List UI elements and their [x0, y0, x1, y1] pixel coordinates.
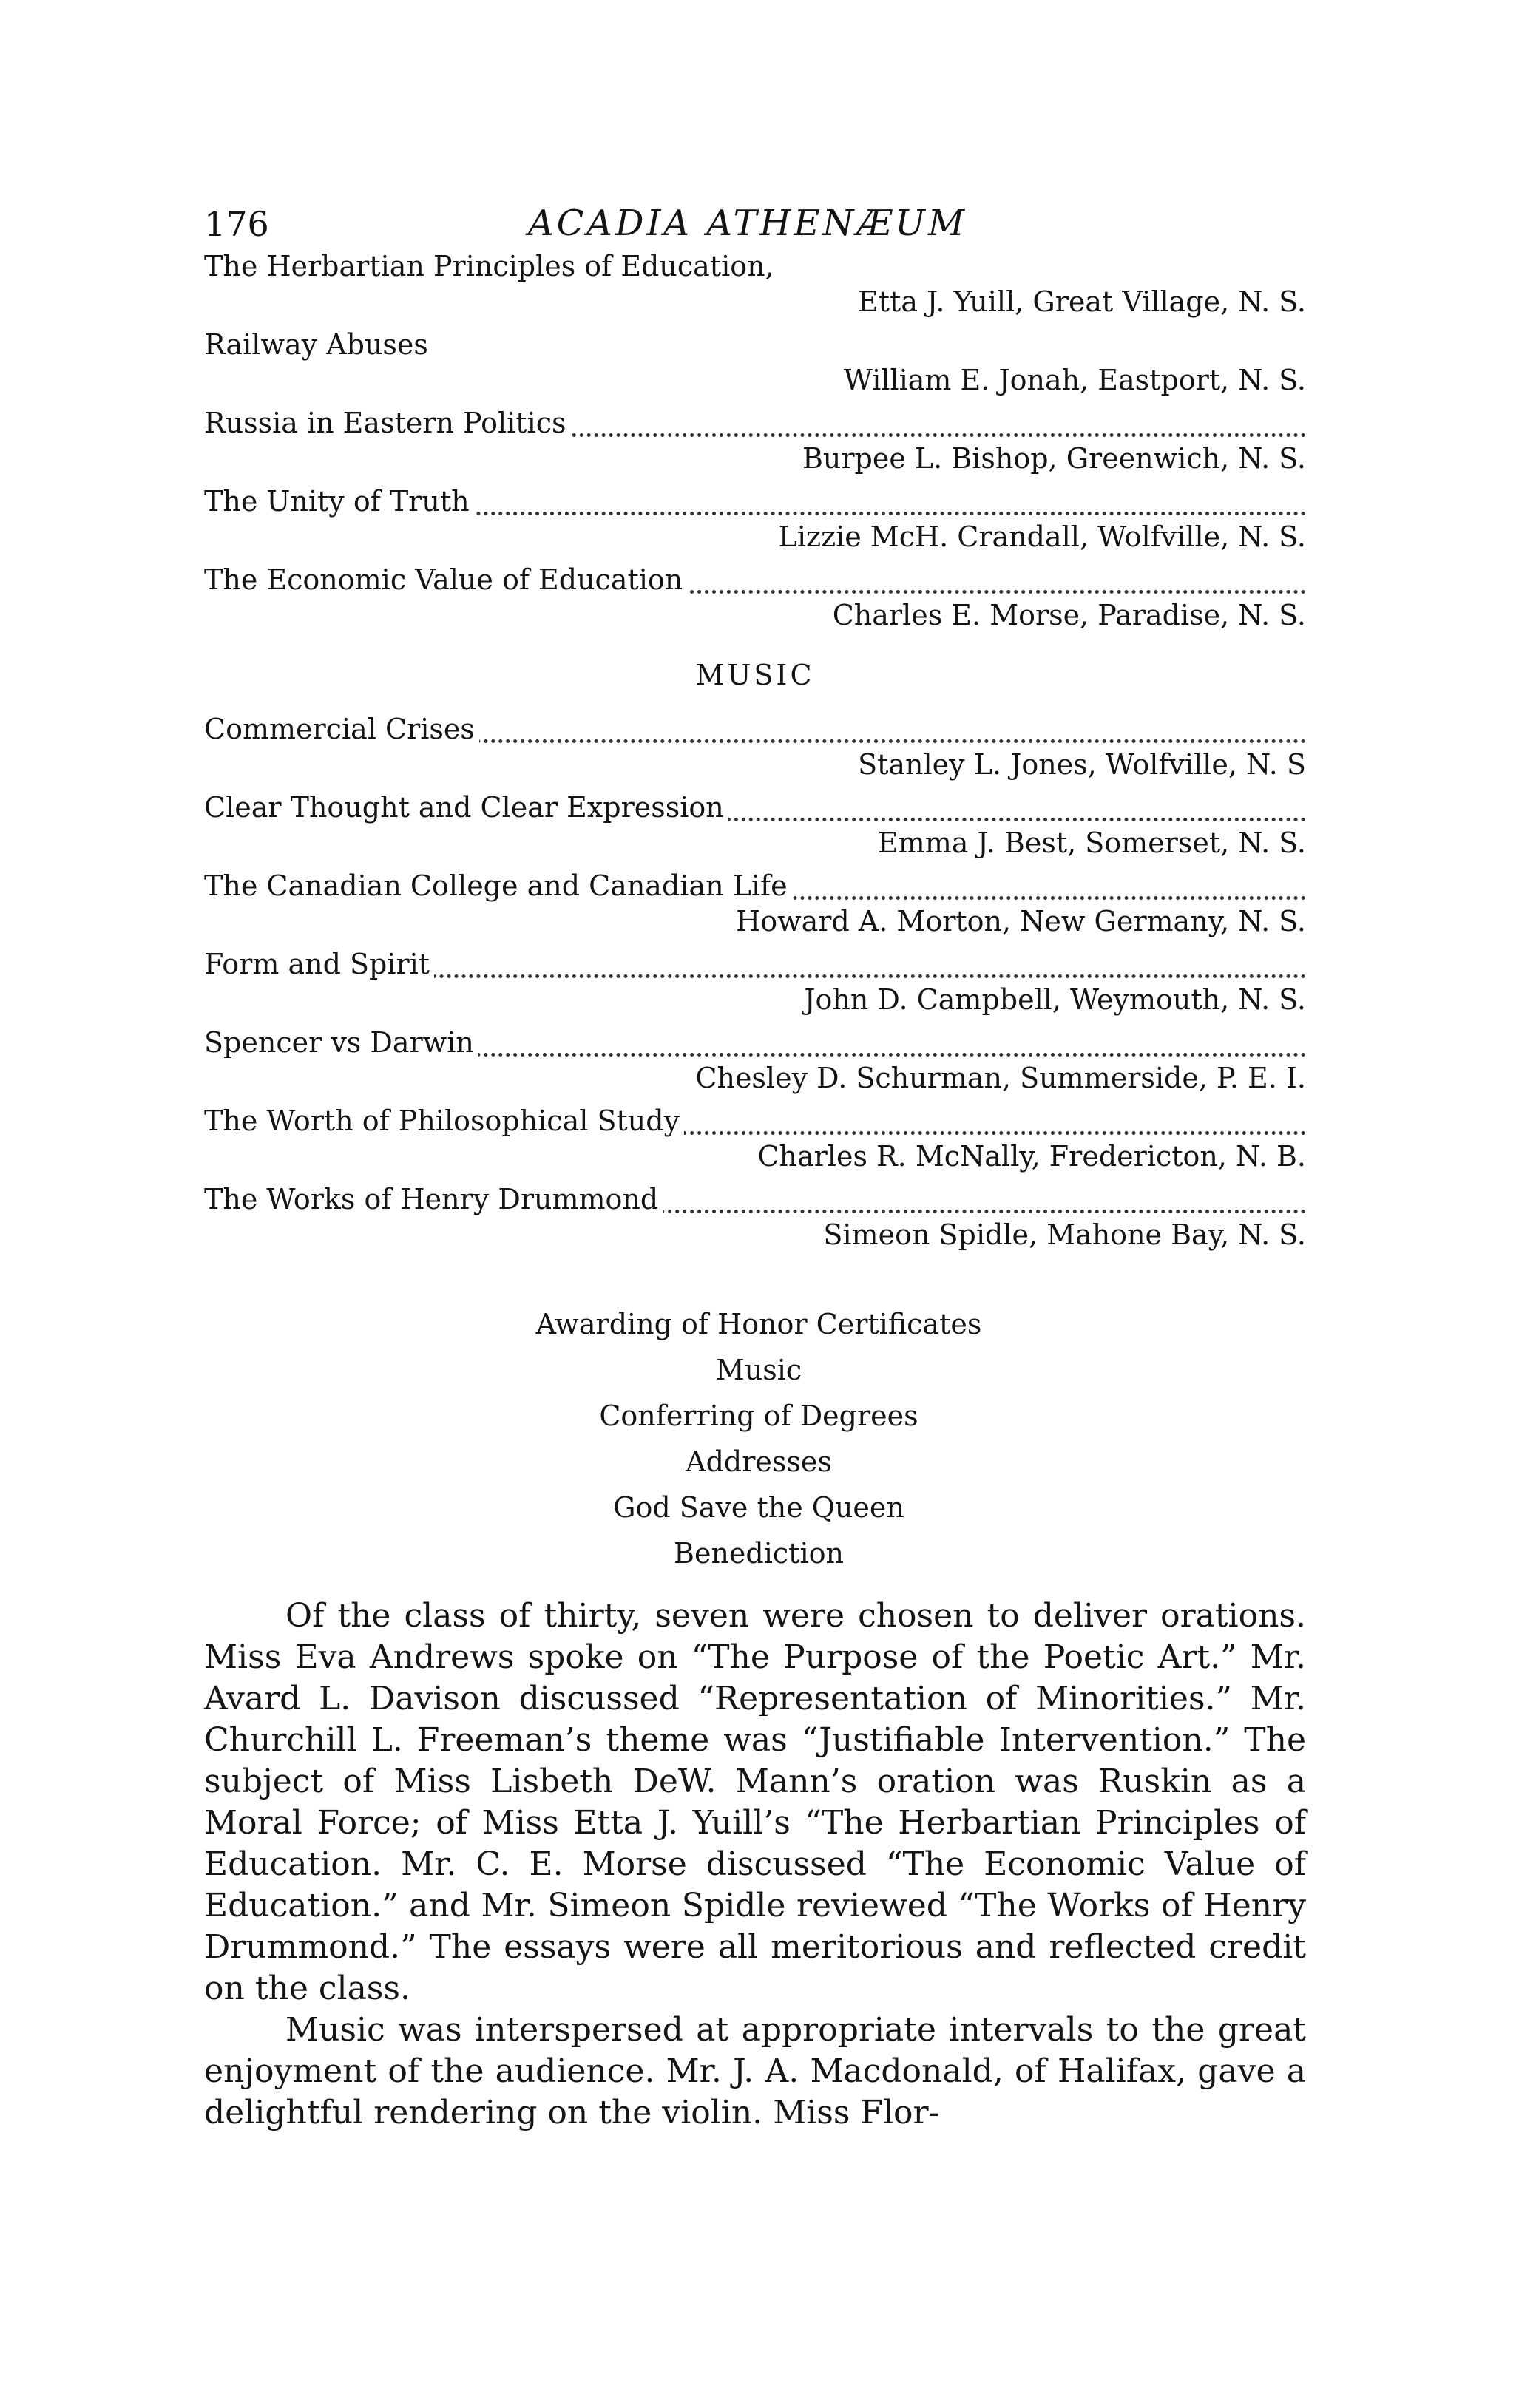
closing-order-of-exercises — [204, 1301, 1313, 1576]
entry-title: Commercial Crises — [204, 713, 479, 745]
closing-item: Conferring of Degrees — [599, 1400, 918, 1432]
program-entry — [204, 407, 1306, 485]
program-entry — [204, 948, 1306, 1026]
entry-title: The Economic Value of Education — [204, 563, 687, 596]
entry-author: Burpee L. Bishop, Greenwich, N. S. — [802, 442, 1306, 475]
entry-title: The Works of Henry Drummond — [204, 1183, 663, 1215]
program-list — [204, 250, 1306, 1261]
closing-item: Music — [715, 1354, 802, 1386]
entry-title: Russia in Eastern Politics — [204, 407, 570, 439]
entry-author: William E. Jonah, Eastport, N. S. — [843, 364, 1306, 396]
entry-author: Stanley L. Jones, Wolfville, N. S — [858, 748, 1306, 781]
entry-title: The Herbartian Principles of Education, — [204, 250, 779, 282]
entry-title: Clear Thought and Clear Expression — [204, 791, 728, 824]
entry-title: Railway Abuses — [204, 328, 433, 361]
page-number: 176 — [204, 204, 269, 244]
closing-item: Addresses — [686, 1445, 832, 1478]
closing-item: Awarding of Honor Certificates — [535, 1308, 982, 1340]
music-interlude-heading: MUSIC — [695, 659, 815, 691]
program-entry — [204, 563, 1306, 642]
program-entry — [204, 250, 1306, 328]
entry-title: The Canadian College and Canadian Life — [204, 869, 792, 902]
program-entry — [204, 1026, 1306, 1105]
program-entry — [204, 713, 1306, 791]
entry-title: The Worth of Philosophical Study — [204, 1105, 684, 1137]
page-header — [204, 198, 1313, 257]
entry-author: John D. Campbell, Weymouth, N. S. — [804, 983, 1306, 1016]
entry-author: Charles R. McNally, Fredericton, N. B. — [757, 1140, 1306, 1173]
entry-author: Lizzie McH. Crandall, Wolfville, N. S. — [778, 520, 1306, 553]
program-entry — [204, 485, 1306, 563]
program-entry — [204, 1183, 1306, 1261]
entry-author: Simeon Spidle, Mahone Bay, N. S. — [823, 1218, 1306, 1251]
entry-author: Howard A. Morton, New Germany, N. S. — [736, 905, 1306, 937]
entry-author: Chesley D. Schurman, Summerside, P. E. I. — [695, 1062, 1306, 1094]
program-entry — [204, 1105, 1306, 1183]
program-entry — [204, 869, 1306, 948]
closing-item: God Save the Queen — [613, 1491, 904, 1524]
closing-item: Benediction — [674, 1537, 844, 1570]
entry-author: Etta J. Yuill, Great Village, N. S. — [858, 285, 1306, 318]
entry-title: Spencer vs Darwin — [204, 1026, 478, 1059]
body-text — [204, 1595, 1306, 2134]
entry-author: Emma J. Best, Somerset, N. S. — [877, 827, 1306, 859]
entry-title: The Unity of Truth — [204, 485, 474, 518]
program-entry — [204, 328, 1306, 407]
entry-author: Charles E. Morse, Paradise, N. S. — [832, 599, 1306, 631]
program-entry — [204, 791, 1306, 869]
entry-title: Form and Spirit — [204, 948, 434, 980]
paragraph: Of the class of thirty, seven were chosen to deliver orations. Miss Eva Andrews spoke on “The Purpose of the Poetic Art.” Mr. Avard L. Davison discussed “Representation of Minorities.” Mr. Churchill L. Freeman’s theme was “Justifiable Intervention.” The subject of Miss Lisbeth DeW. Mann’s oration was Ruskin as a Moral Force; of Miss Etta J. Yuill’s “The Herbartian Principles of Education. Mr. C. E. Morse discussed “The Economic Value of Education.” and Mr. Simeon Spidle reviewed “The Works of Henry Drummond.” The essays were all meritorious and reflected credit on the class. — [204, 1597, 1306, 2007]
running-title: ACADIA ATHENÆUM — [528, 203, 968, 244]
paragraph: Music was interspersed at appropriate intervals to the great enjoyment of the audience. Mr. J. A. Macdonald, of Halifax, gave a delightful rendering on the violin. Miss Flor- — [204, 2011, 1306, 2131]
